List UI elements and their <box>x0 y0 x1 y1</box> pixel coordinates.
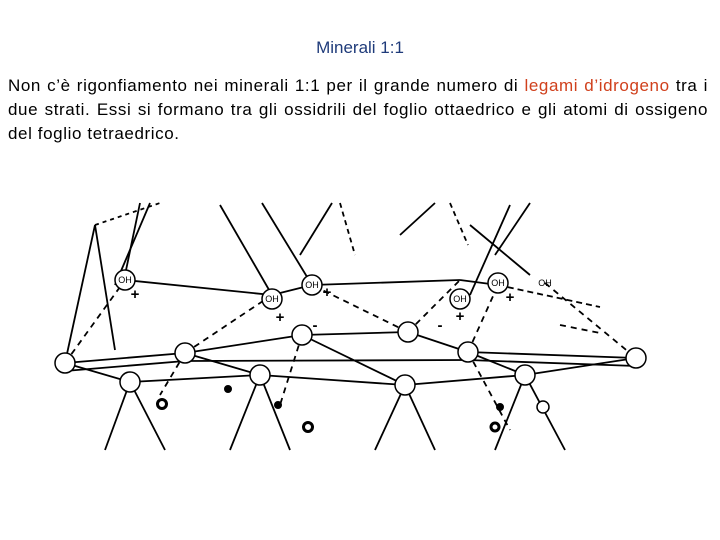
body-text-end: tra i due strati. Essi si formano tra gli ossidrili del foglio ottaedrico e gli atomi di ossigeno del foglio tetraedrico. <box>8 76 708 143</box>
atom <box>395 375 415 395</box>
charge-symbol: + <box>505 289 515 306</box>
atom <box>55 353 75 373</box>
charge-symbol: + <box>322 284 332 301</box>
ion <box>275 402 281 408</box>
charge-symbol: + <box>275 309 285 326</box>
ion <box>537 401 549 413</box>
atom <box>250 365 270 385</box>
oh-label: OH <box>453 294 467 304</box>
charge-symbol: + <box>130 286 140 303</box>
body-text-start: Non c’è rigonfiamento nei minerali 1:1 per il grande numero di <box>8 76 525 95</box>
atom <box>292 325 312 345</box>
mineral-structure-diagram <box>40 195 690 455</box>
ion <box>491 423 499 431</box>
oh-label: OH <box>118 275 132 285</box>
slide-body <box>8 74 708 146</box>
ion <box>225 386 231 392</box>
oh-label: OH <box>265 294 279 304</box>
atom <box>398 322 418 342</box>
atom <box>515 365 535 385</box>
charge-symbol: + <box>455 308 465 325</box>
atom <box>175 343 195 363</box>
oh-label: OH <box>305 280 319 290</box>
oh-label: OH <box>538 278 552 288</box>
oh-label: OH <box>491 278 505 288</box>
atom <box>626 348 646 368</box>
atom <box>120 372 140 392</box>
structure-lines <box>65 203 636 450</box>
ion <box>304 423 313 432</box>
ion <box>497 404 503 410</box>
atom <box>458 342 478 362</box>
hydroxyl-groups <box>115 270 555 309</box>
slide-title: Minerali 1:1 <box>316 38 404 57</box>
hydroxyl-labels <box>118 275 552 304</box>
charge-symbol: - <box>312 317 318 334</box>
hydrogen-bonds-highlight: legami d’idrogeno <box>524 76 670 95</box>
charge-symbol: - <box>437 317 443 334</box>
ion <box>158 400 167 409</box>
